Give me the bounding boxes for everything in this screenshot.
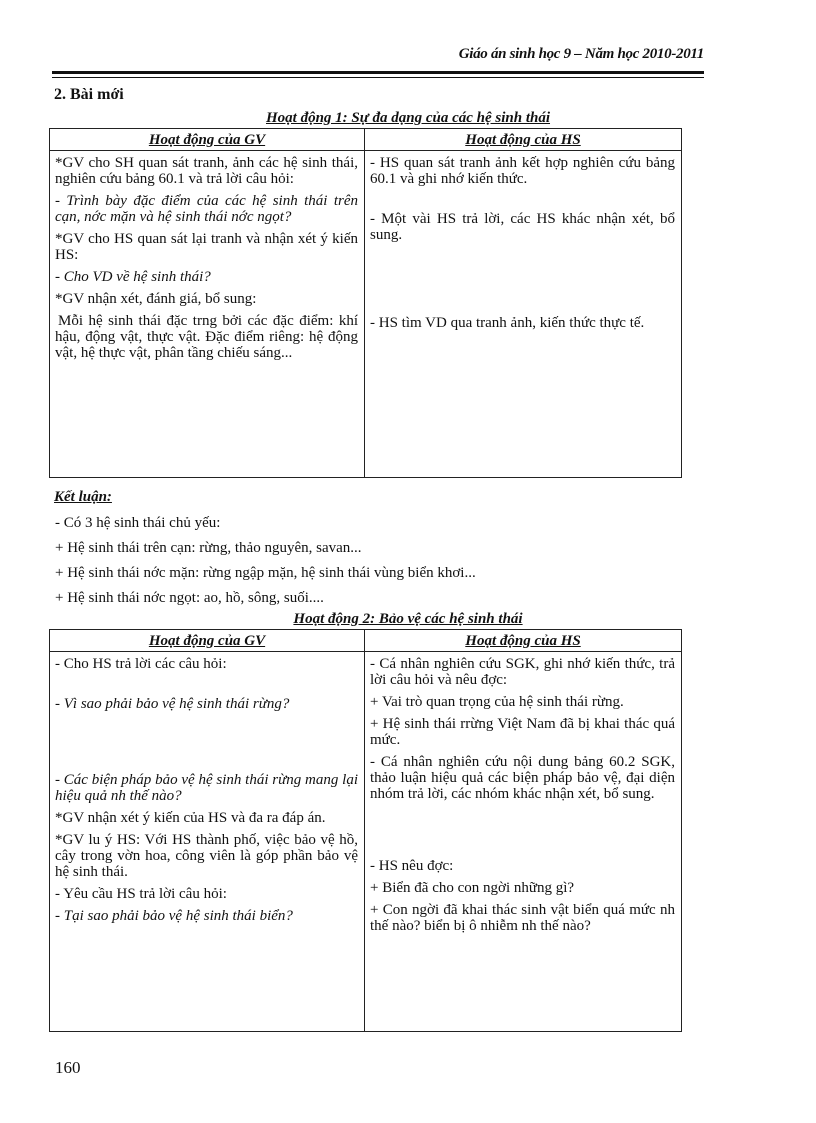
activity-1-gv-header: Hoạt động của GV [50, 129, 365, 151]
hs-paragraph: - HS quan sát tranh ảnh kết hợp nghiên cứu bảng 60.1 và ghi nhớ kiến thức. [370, 155, 675, 187]
section-title: 2. Bài mới [54, 86, 124, 103]
header-rule-thick [52, 71, 704, 74]
hs-paragraph: - Cá nhân nghiên cứu SGK, ghi nhớ kiến thức, trả lời câu hỏi và nêu đợc: [370, 656, 675, 688]
hs-paragraph: + Con ngời đã khai thác sinh vật biển quá mức nh thế nào? biển bị ô nhiễm nh thế nào? [370, 902, 675, 934]
activity-2-hs-cell [365, 652, 682, 1032]
gv-question: - Trình bày đặc điểm của các hệ sinh thái trên cạn, nớc mặn và hệ sinh thái nớc ngọt? [55, 193, 358, 225]
conclusion-title: Kết luận: [54, 489, 112, 505]
running-header: Giáo án sinh học 9 – Năm học 2010-2011 [458, 46, 704, 62]
activity-2-gv-cell [50, 652, 365, 1032]
activity-1-hs-header: Hoạt động của HS [365, 129, 682, 151]
page-number: 160 [55, 1058, 81, 1077]
hs-paragraph: - Một vài HS trả lời, các HS khác nhận xét, bổ sung. [370, 211, 675, 243]
gv-question: - Các biện pháp bảo vệ hệ sinh thái rừng mang lại hiệu quả nh thế nào? [55, 772, 358, 804]
activity-2-title: Hoạt động 2: Bảo vệ các hệ sinh thái [293, 611, 523, 627]
gv-paragraph: Mỗi hệ sinh thái đặc trng bởi các đặc điểm: khí hậu, động vật, thực vật. Đặc điểm riêng: hệ động vật, hệ thực vật, phân tầng chiếu sáng... [55, 313, 358, 361]
header-rule-thin [52, 77, 704, 78]
hs-paragraph: - HS nêu đợc: [370, 858, 454, 874]
conclusion-line: + Hệ sinh thái nớc ngọt: ao, hồ, sông, suối.... [55, 590, 324, 606]
gv-paragraph: *GV nhận xét, đánh giá, bổ sung: [55, 291, 257, 307]
activity-1-table [49, 128, 682, 478]
hs-paragraph: + Biển đã cho con ngời những gì? [370, 880, 575, 896]
gv-question: - Cho VD về hệ sinh thái? [55, 269, 211, 285]
activity-2-hs-header: Hoạt động của HS [365, 630, 682, 652]
hs-paragraph: - Cá nhân nghiên cứu nội dung bảng 60.2 SGK, thảo luận hiệu quả các biện pháp bảo vệ, đại diện nhóm trả lời, các nhóm khác nhận xét, bổ sung. [370, 754, 675, 802]
activity-1-title: Hoạt động 1: Sự đa dạng của các hệ sinh thái [265, 110, 551, 126]
gv-paragraph: *GV lu ý HS: Với HS thành phố, việc bảo vệ hồ, cây trong vờn hoa, công viên là góp phần bảo vệ hệ sinh thái. [55, 832, 358, 880]
gv-question: - Vì sao phải bảo vệ hệ sinh thái rừng? [55, 696, 290, 712]
gv-paragraph: - Cho HS trả lời các câu hỏi: [55, 656, 227, 672]
conclusion-line: + Hệ sinh thái nớc mặn: rừng ngập mặn, hệ sinh thái vùng biển khơi... [55, 565, 476, 581]
activity-2-table [49, 629, 682, 1032]
activity-1-hs-cell [365, 151, 682, 478]
activity-1-gv-cell [50, 151, 365, 478]
conclusion-line: + Hệ sinh thái trên cạn: rừng, thảo nguyên, savan... [55, 540, 362, 556]
hs-paragraph: + Vai trò quan trọng của hệ sinh thái rừng. [370, 694, 624, 710]
activity-2-gv-header: Hoạt động của GV [50, 630, 365, 652]
hs-paragraph: + Hệ sinh thái rrừng Việt Nam đã bị khai thác quá mức. [370, 716, 675, 748]
gv-paragraph: *GV cho SH quan sát tranh, ảnh các hệ sinh thái, nghiên cứu bảng 60.1 và trả lời câu hỏi: [55, 155, 358, 187]
gv-paragraph: - Yêu cầu HS trả lời câu hỏi: [55, 886, 227, 902]
gv-paragraph: *GV nhận xét ý kiến của HS và đa ra đáp án. [55, 810, 326, 826]
conclusion-line: - Có 3 hệ sinh thái chủ yếu: [55, 515, 221, 531]
gv-question: - Tại sao phải bảo vệ hệ sinh thái biển? [55, 908, 293, 924]
gv-paragraph: *GV cho HS quan sát lại tranh và nhận xét ý kiến HS: [55, 231, 358, 263]
hs-paragraph: - HS tìm VD qua tranh ảnh, kiến thức thực tế. [370, 315, 645, 331]
